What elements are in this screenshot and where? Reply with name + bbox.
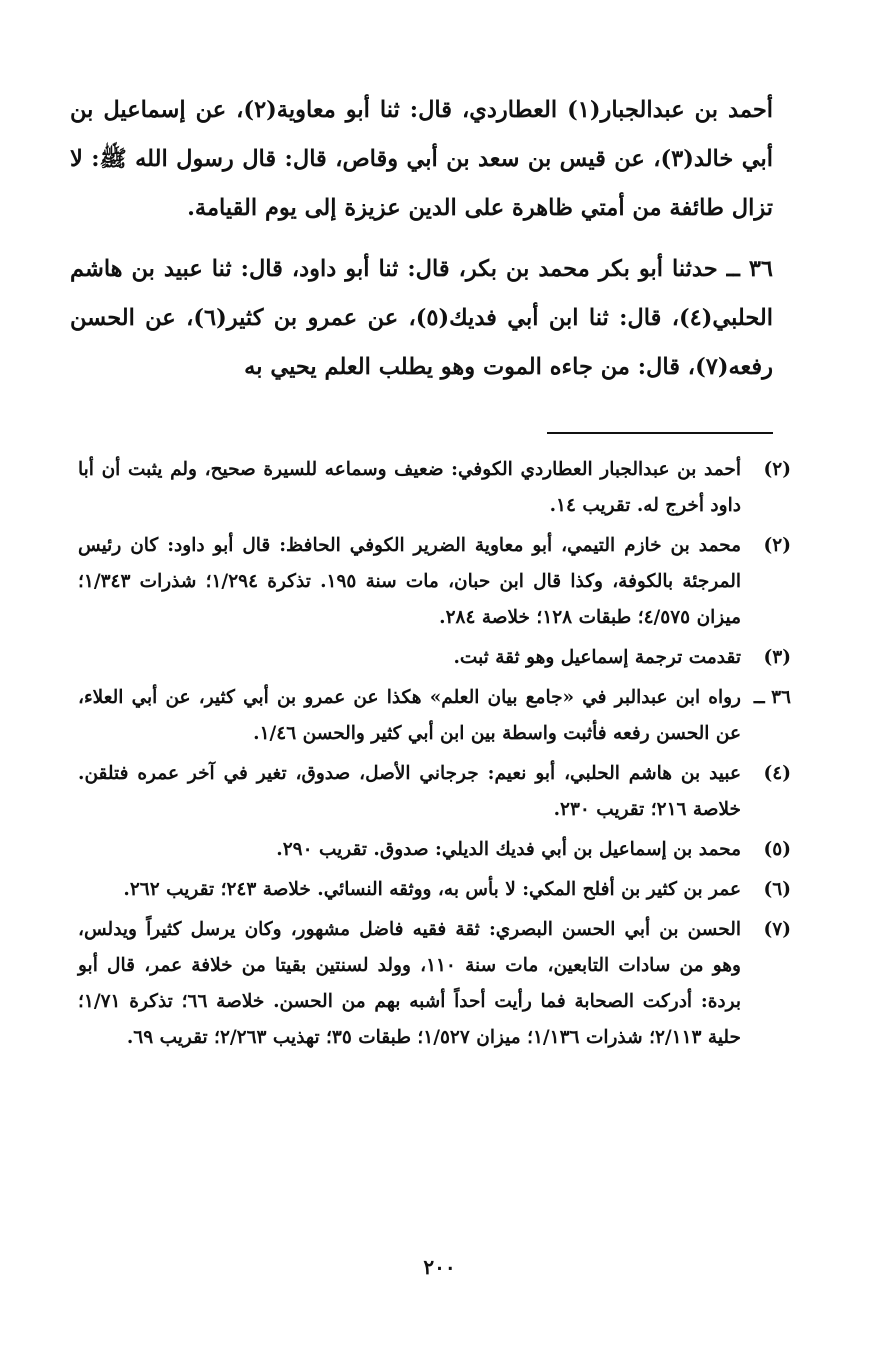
paragraph-1: أحمد بن عبدالجبار(١) العطاردي، قال: ثنا أبو معاوية(٢)، عن إسماعيل بن أبي خالد(٣)، عن قيس بن سعد بن أبي وقاص، قال: قال رسول الله ﷺ: لا تزال طائفة من أمتي ظاهرة على الدين عزيزة إلى يوم القيامة. [70, 97, 773, 221]
footnote-marker: (٢) [763, 459, 791, 480]
footnote [78, 680, 791, 752]
footnote [78, 452, 791, 524]
footnote [78, 756, 791, 828]
footnote-marker: (٧) [763, 919, 791, 940]
footnote [78, 872, 791, 908]
footnote-text: عمر بن كثير بن أفلح المكي: لا بأس به، ووثقه النسائي. خلاصة ٢٤٣؛ تقريب ٢٦٢. [123, 879, 741, 900]
footnotes [78, 452, 791, 1060]
footnote-marker: ٣٦ ــ [753, 687, 791, 708]
footnote [78, 832, 791, 868]
hadith-number: ٣٦ ــ [726, 256, 773, 282]
footnote-text: الحسن بن أبي الحسن البصري: ثقة فقيه فاضل مشهور، وكان يرسل كثيراً ويدلس، وهو من سادات التابعين، مات سنة ١١٠، وولد لسنتين بقيتا من خلافة عمر، قال أبو بردة: أدركت الصحابة فما رأيت أحداً أشبه بهم من الحسن. خلاصة ٦٦؛ تذكرة ١/٧١؛ حلية ٢/١١٣؛ شذرات ١/١٣٦؛ ميزان ١/٥٢٧؛ طبقات ٣٥؛ تهذيب ٢/٢٦٣؛ تقريب ٦٩. [78, 919, 741, 1048]
footnote-marker: (٦) [763, 879, 791, 900]
footnote-text: تقدمت ترجمة إسماعيل وهو ثقة ثبت. [453, 647, 741, 668]
footnote-marker: (٢) [763, 535, 791, 556]
footnote-text: أحمد بن عبدالجبار العطاردي الكوفي: ضعيف وسماعه للسيرة صحيح، ولم يثبت أن أبا داود أخرج له. تقريب ١٤. [78, 459, 741, 516]
page-number: ٢٠٠ [423, 1255, 456, 1279]
footnote [78, 640, 791, 676]
footnote-text: محمد بن إسماعيل بن أبي فديك الديلي: صدوق. تقريب ٢٩٠. [276, 839, 741, 860]
footnote [78, 528, 791, 636]
footnote-separator [547, 432, 773, 434]
footnote-marker: (٤) [763, 763, 791, 784]
paragraph-2 [70, 245, 773, 392]
footnote [78, 912, 791, 1056]
paragraph-2-text: حدثنا أبو بكر محمد بن بكر، قال: ثنا أبو داود، قال: ثنا عبيد بن هاشم الحلبي(٤)، قال: ثنا ابن أبي فديك(٥)، عن عمرو بن كثير(٦)، عن الحسن رفعه(٧)، قال: من جاءه الموت وهو يطلب العلم يحيي به [70, 256, 773, 380]
footnote-marker: (٥) [763, 839, 791, 860]
footnote-marker: (٣) [763, 647, 791, 668]
footnote-text: عبيد بن هاشم الحلبي، أبو نعيم: جرجاني الأصل، صدوق، تغير في آخر عمره فتلقن. خلاصة ٢١٦؛ تقريب ٢٣٠. [78, 763, 741, 820]
main-text [70, 86, 773, 392]
footnote-text: محمد بن خازم التيمي، أبو معاوية الضرير الكوفي الحافظ: قال أبو داود: كان رئيس المرجئة بالكوفة، وكذا قال ابن حبان، مات سنة ١٩٥. تذكرة ١/٢٩٤؛ شذرات ١/٣٤٣؛ ميزان ٤/٥٧٥؛ طبقات ١٢٨؛ خلاصة ٢٨٤. [78, 535, 742, 628]
footnote-text: رواه ابن عبدالبر في «جامع بيان العلم» هكذا عن عمرو بن أبي كثير، عن أبي العلاء، عن الحسن رفعه فأثبت واسطة بين ابن أبي كثير والحسن ١/٤٦. [78, 687, 741, 744]
